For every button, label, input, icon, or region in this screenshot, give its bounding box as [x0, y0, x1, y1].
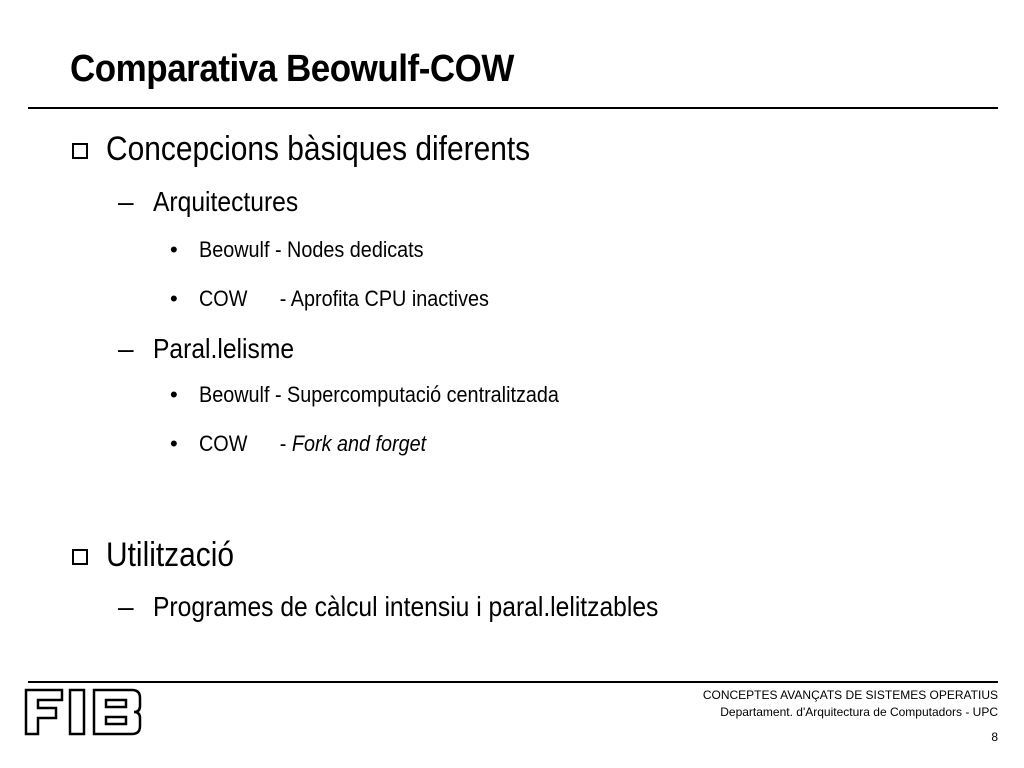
dash-bullet-icon: –	[118, 591, 134, 622]
subsection-label: Arquitectures	[153, 186, 299, 217]
bullet-item	[199, 382, 559, 408]
bullet-term: COW	[199, 431, 248, 456]
bullet-text: Nodes dedicats	[287, 237, 424, 262]
bullet-term: Beowulf	[199, 237, 270, 262]
square-bullet-icon	[72, 143, 88, 159]
bullet-text: Supercomputació centralitzada	[287, 382, 559, 407]
fib-logo-icon	[24, 688, 142, 736]
bullet-text: Fork and forget	[291, 431, 427, 456]
bullet-item	[199, 431, 426, 457]
bullet-separator: -	[269, 382, 288, 407]
bullet-item	[199, 286, 489, 312]
square-bullet-icon	[72, 549, 88, 565]
dot-bullet-icon: •	[170, 382, 178, 407]
bullet-term: COW	[199, 286, 248, 311]
footer-divider	[28, 681, 998, 683]
dot-bullet-icon: •	[170, 237, 178, 262]
bullet-separator: -	[279, 431, 292, 456]
bullet-item	[199, 237, 424, 263]
subsection-label: Programes de càlcul intensiu i paral.lelitzables	[153, 591, 659, 622]
footer-department: Departament. d'Arquitectura de Computadors - UPC	[720, 705, 998, 719]
dot-bullet-icon: •	[170, 286, 178, 311]
subsection-label: Paral.lelisme	[153, 333, 295, 364]
slide-title: Comparativa Beowulf-COW	[70, 48, 514, 90]
bullet-term: Beowulf	[199, 382, 270, 407]
bullet-text: Aprofita CPU inactives	[290, 286, 489, 311]
section-heading: Utilització	[106, 536, 235, 574]
dot-bullet-icon: •	[170, 431, 178, 456]
dash-bullet-icon: –	[118, 333, 134, 364]
section-heading: Concepcions bàsiques diferents	[106, 130, 531, 168]
footer-course-title: CONCEPTES AVANÇATS DE SISTEMES OPERATIUS	[702, 688, 998, 702]
dash-bullet-icon: –	[118, 186, 134, 217]
page-number: 8	[991, 730, 998, 744]
bullet-separator: -	[269, 237, 288, 262]
title-divider	[28, 107, 998, 109]
bullet-separator: -	[279, 286, 291, 311]
